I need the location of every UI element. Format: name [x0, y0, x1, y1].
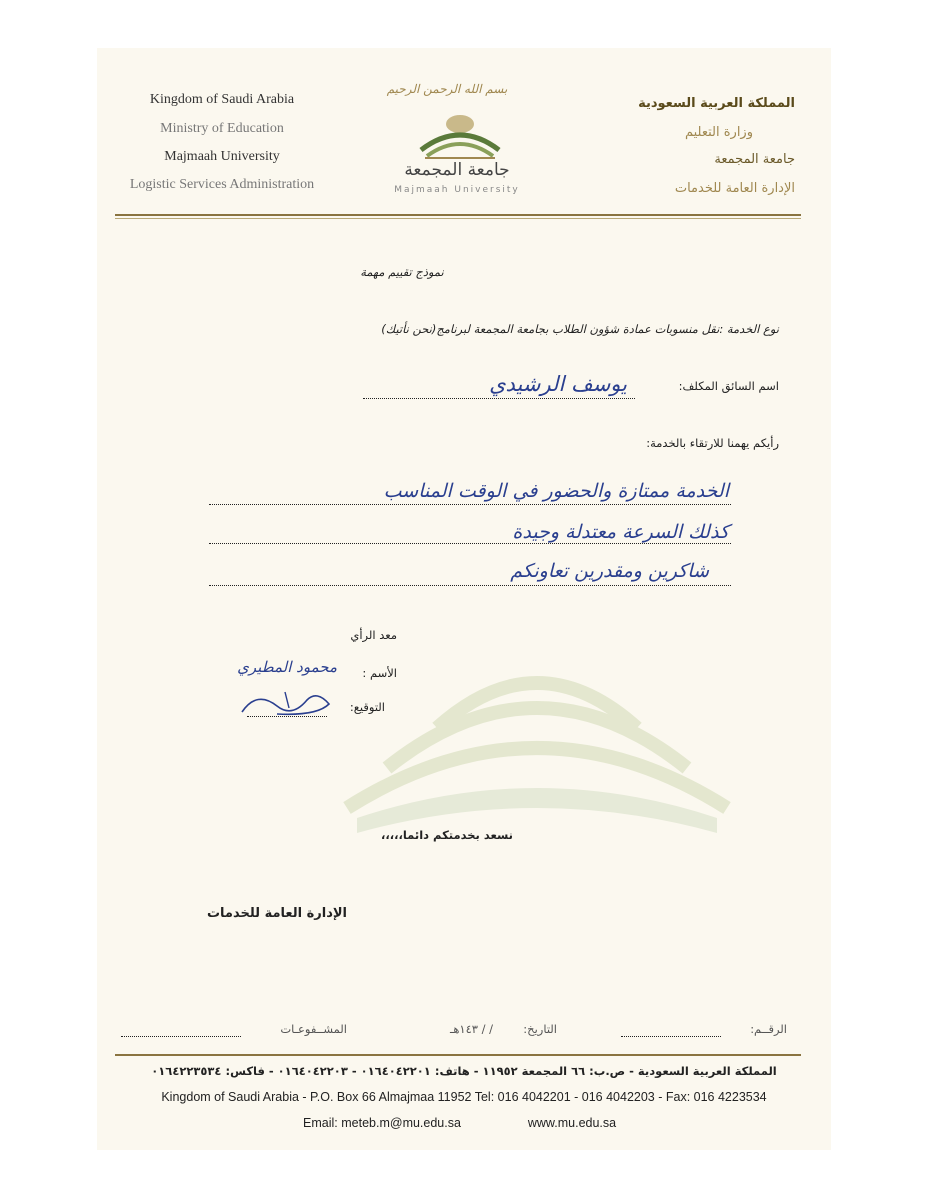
- date-label: التاريخ:: [523, 1022, 557, 1036]
- opinion-line-3-dots: [209, 585, 731, 586]
- university-logo-icon: [415, 110, 505, 162]
- header-divider-thin: [115, 218, 801, 219]
- department-signoff: الإدارة العامة للخدمات: [206, 906, 348, 921]
- driver-dotted-line: [363, 398, 635, 399]
- logo-ar-text: جامعة المجمعة: [404, 160, 510, 180]
- closing-text: نسعد بخدمتكم دائما،،،،،: [381, 828, 513, 842]
- service-type: نوع الخدمة :نقل منسوبات عمادة شؤون الطلاب بجامعة المجمعة لبرنامج(نحن نأتيك): [381, 322, 779, 336]
- footer-ar-address: المملكة العربية السعودية - ص.ب: ٦٦ المجمعة ١١٩٥٢ - هاتف: ٠١٦٤٠٤٢٢٠١ - ٠١٦٤٠٤٢٢٠٣ - فاكس: ٠١٦٤٢٢٣٥٣٤: [151, 1064, 777, 1078]
- watermark-logo: [327, 608, 747, 848]
- footer-website: www.mu.edu.sa: [527, 1116, 617, 1130]
- driver-name-handwritten: يوسف الرشيدي: [489, 372, 627, 396]
- opinion-line-2-dots: [209, 543, 731, 544]
- header-en-line-3: Majmaah University: [164, 149, 280, 164]
- number-label: الرقــم:: [750, 1022, 787, 1036]
- document-page: [97, 48, 831, 1150]
- opinion-label: رأيكم يهمنا للارتقاء بالخدمة:: [646, 436, 779, 450]
- opinion-line-1: الخدمة ممتازة والحضور في الوقت المناسب: [383, 480, 729, 502]
- opinion-line-3: شاكرين ومقدرين تعاونكم: [510, 560, 709, 582]
- header-divider: [115, 214, 801, 216]
- header-ar-line-2: وزارة التعليم: [684, 125, 753, 140]
- header-ar-line-3: جامعة المجمعة: [714, 152, 795, 167]
- header-ar-line-1: المملكة العربية السعودية: [638, 96, 795, 111]
- opinion-line-1-dots: [209, 504, 731, 505]
- header-en-line-1: Kingdom of Saudi Arabia: [149, 92, 295, 107]
- footer-en-address: Kingdom of Saudi Arabia - P.O. Box 66 Almajmaa 11952 Tel: 016 4042201 - 016 4042203 - Fax: 016 4223534: [161, 1090, 767, 1104]
- number-dotted-line: [621, 1036, 721, 1037]
- name-handwritten: محمود المطيري: [237, 658, 337, 676]
- logo-en-text: Majmaah University: [394, 185, 520, 195]
- opinion-line-2: كذلك السرعة معتدلة وجيدة: [512, 521, 729, 543]
- signature-label: التوقيع:: [349, 700, 385, 714]
- prepared-by-label: معد الرأي: [350, 628, 397, 642]
- attachments-dotted-line: [121, 1036, 241, 1037]
- header-en-line-4: Logistic Services Administration: [129, 177, 315, 192]
- header-ar-line-4: الإدارة العامة للخدمات: [674, 181, 795, 196]
- signature-scribble: [237, 686, 337, 722]
- name-label: الأسم :: [362, 666, 397, 680]
- date-value: / / ١٤٣هـ: [449, 1022, 493, 1036]
- driver-label: اسم السائق المكلف:: [678, 379, 779, 393]
- attachments-label: المشــفوعـات: [280, 1022, 347, 1036]
- basmala: بسم الله الرحمن الرحيم: [386, 82, 508, 96]
- footer-divider: [115, 1054, 801, 1056]
- footer-email: Email: meteb.m@mu.edu.sa: [303, 1116, 461, 1130]
- header-en-line-2: Ministry of Education: [160, 121, 284, 136]
- form-title: نموذج تقييم مهمة: [360, 265, 444, 279]
